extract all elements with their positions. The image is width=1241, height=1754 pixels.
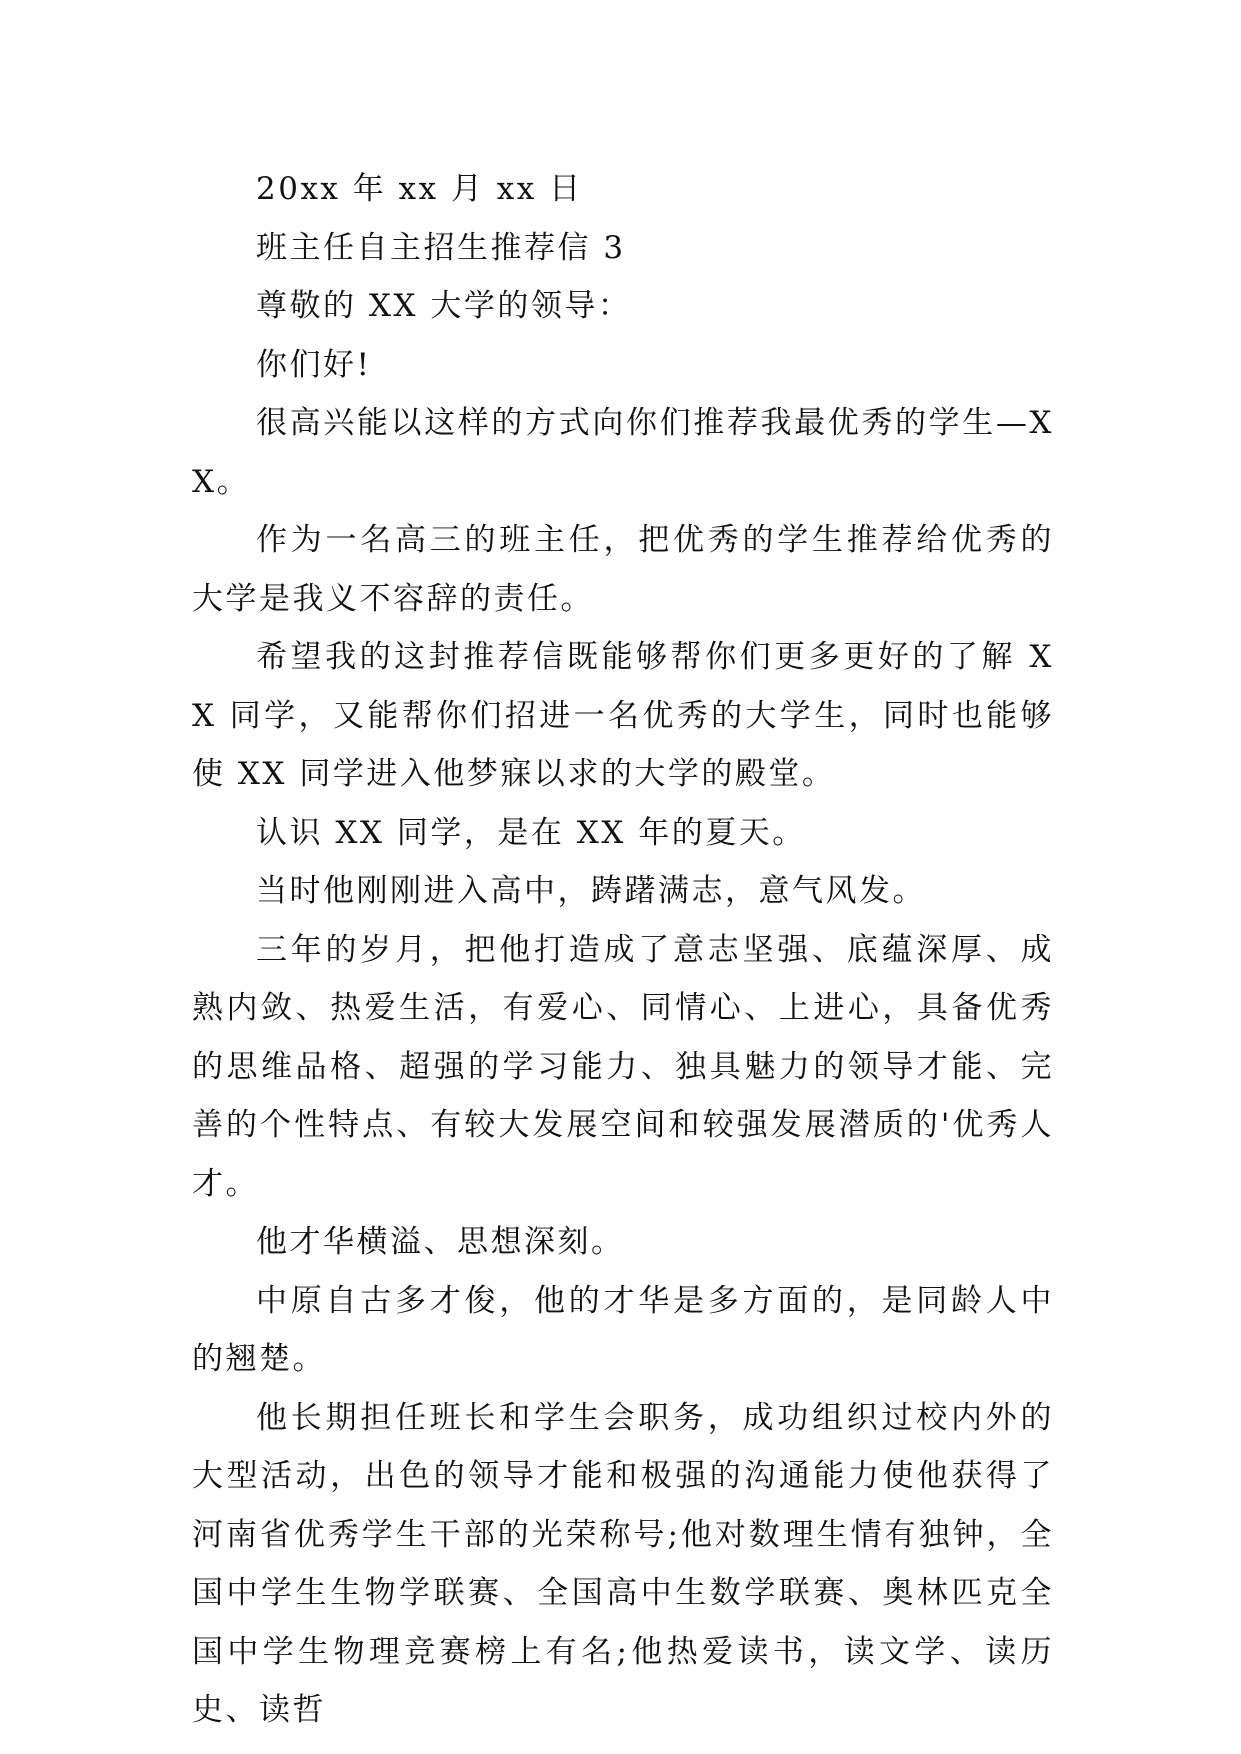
- body-paragraph: 作为一名高三的班主任，把优秀的学生推荐给优秀的大学是我义不容辞的责任。: [192, 522, 1054, 617]
- body-paragraph: 认识 XX 同学，是在 XX 年的夏天。: [256, 814, 806, 851]
- letter-heading: 班主任自主招生推荐信 3: [256, 229, 626, 266]
- body-paragraph: 他长期担任班长和学生会职务，成功组织过校内外的大型活动，出色的领导才能和极强的沟通能力使他获得了河南省优秀学生干部的光荣称号;他对数理生情有独钟，全国中学生生物学联赛、全国高中生数学联赛、奥林匹克全国中学生物理竞赛榜上有名;他热爱读书，读文学、读历史、读哲: [192, 1399, 1054, 1728]
- body-paragraph: 他才华横溢、思想深刻。: [256, 1224, 625, 1260]
- body-paragraph: 中原自古多才俊，他的才华是多方面的，是同龄人中的翘楚。: [192, 1282, 1054, 1377]
- body-paragraph: 三年的岁月，把他打造成了意志坚强、底蕴深厚、成熟内敛、热爱生活，有爱心、同情心、上进心，具备优秀的思维品格、超强的学习能力、独具魅力的领导才能、完善的个性特点、有较大发展空间和较强发展潜质的'优秀人才。: [192, 931, 1054, 1202]
- letter-body: [192, 160, 1054, 1740]
- body-paragraph: 当时他刚刚进入高中，踌躇满志，意气风发。: [256, 873, 926, 909]
- greeting: 你们好!: [256, 346, 372, 383]
- body-paragraph: 很高兴能以这样的方式向你们推荐我最优秀的学生—XX。: [192, 405, 1054, 500]
- date-line: 20xx 年 xx 月 xx 日: [256, 171, 583, 207]
- salutation: 尊敬的 XX 大学的领导：: [256, 288, 632, 324]
- body-paragraph: 希望我的这封推荐信既能够帮你们更多更好的了解 XX 同学，又能帮你们招进一名优秀的大学生，同时也能够使 XX 同学进入他梦寐以求的大学的殿堂。: [192, 639, 1054, 792]
